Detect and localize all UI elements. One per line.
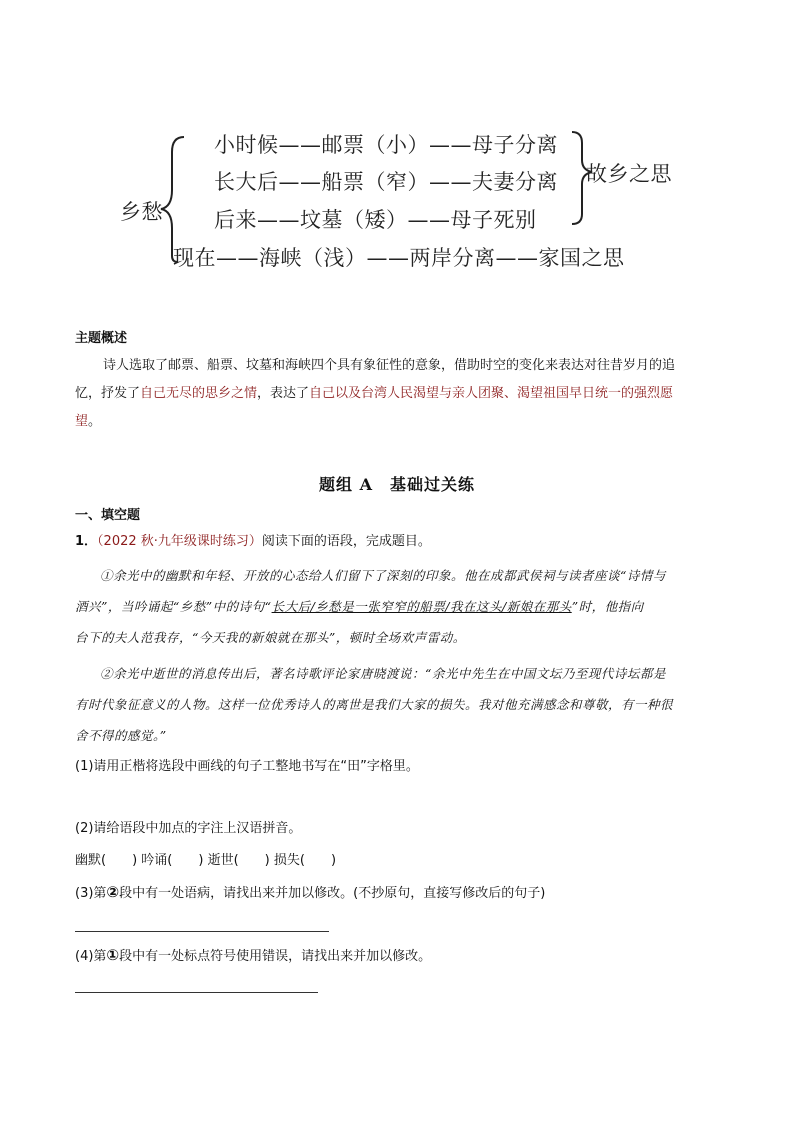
summary-text: ，表达了 (257, 386, 310, 401)
row-result: 家国之思 (538, 246, 625, 270)
underlined-sentence: 长大后/乡愁是一张窄窄的船票/我在这头/新娘在那头 (271, 599, 572, 614)
sub-question-1: (1)请用正楷将选段中画线的句子工整地书写在“田”字格里。 (75, 759, 419, 774)
summary-text: 。 (88, 414, 102, 429)
part-title: 一、填空题 (75, 508, 141, 523)
sub-text: (3)第 (75, 886, 107, 901)
section-title: 题组 A 基础过关练 (319, 475, 475, 494)
circled-number: ② (106, 883, 120, 901)
summary-highlight: 自己以及台湾人民渴望与亲人团聚、渴望祖国早日统一的强烈愿 (309, 386, 674, 401)
passage-text: ”时，他指向 (571, 599, 644, 614)
summary-highlight: 望 (75, 414, 89, 429)
row-time: 后来 (214, 208, 257, 232)
pinyin-item[interactable]: 幽默( ) (75, 853, 138, 868)
dash: —— (407, 208, 451, 232)
dash: —— (278, 133, 322, 157)
question-prompt: 阅读下面的语段，完成题目。 (261, 534, 431, 549)
passage-p1-line-2 (75, 591, 644, 622)
row-theme: 母子分离 (472, 133, 558, 157)
row-theme: 夫妻分离 (472, 170, 558, 194)
diagram-root: 乡愁 (120, 200, 163, 224)
diagram-row-adult (214, 166, 558, 196)
passage-p2-line-2: 有时代象征意义的人物。这样一位优秀诗人的离世是我们大家的损失。我对他充满感念和尊敬，有一种很 (75, 697, 674, 712)
summary-highlight: 自己无尽的思乡之情 (140, 386, 258, 401)
answer-line-3[interactable] (75, 931, 329, 932)
summary-line-3 (75, 409, 101, 435)
row-symbol: 邮票（小） (321, 133, 429, 157)
passage-text: 酒兴”，当吟诵起“乡愁”中的诗句“ (75, 599, 272, 614)
row-symbol: 海峡（浅） (259, 246, 367, 270)
pinyin-item[interactable]: 吟诵( ) (141, 853, 204, 868)
dash: —— (366, 246, 410, 270)
passage-p2-line-1: ②余光中逝世的消息传出后，著名诗歌评论家唐晓渡说：“余光中先生在中国文坛乃至现代诗坛都是 (100, 666, 666, 681)
circled-number: ① (106, 946, 120, 964)
question-number: 1． (75, 534, 98, 549)
row-symbol: 船票（窄） (321, 170, 429, 194)
dash: —— (278, 170, 322, 194)
pinyin-item[interactable]: 损失( ) (273, 853, 337, 868)
question-header (75, 532, 431, 552)
sub-question-4 (75, 942, 431, 970)
diagram-group-result: 故乡之思 (586, 162, 672, 186)
question-source: （2022 秋·九年级课时练习） (97, 534, 262, 549)
diagram-row-childhood (214, 129, 558, 159)
dash: —— (257, 208, 300, 232)
row-symbol: 坟墓（矮） (300, 208, 408, 232)
row-theme: 两岸分离 (409, 246, 496, 270)
sub-question-2: (2)请给语段中加点的字注上汉语拼音。 (75, 821, 302, 836)
pinyin-row (75, 848, 336, 874)
dash: —— (495, 246, 539, 270)
row-time: 长大后 (214, 170, 279, 194)
passage-p2-line-3: 舍不得的感觉。” (75, 728, 167, 743)
summary-title: 主题概述 (75, 331, 128, 346)
passage-p1-line-1: ①余光中的幽默和年轻、开放的心态给人们留下了深刻的印象。他在成都武侯祠与读者座谈“诗情与 (100, 568, 666, 583)
row-time: 现在 (173, 246, 216, 270)
summary-text: 忆，抒发了 (75, 386, 141, 401)
answer-line-4[interactable] (75, 992, 318, 993)
diagram-row-now (173, 242, 625, 272)
sub-text: 段中有一处标点符号使用错误，请找出来并加以修改。 (119, 949, 432, 964)
sub-question-3 (75, 879, 545, 907)
row-time: 小时候 (214, 133, 279, 157)
dash: —— (216, 246, 259, 270)
pinyin-item[interactable]: 逝世( ) (207, 853, 270, 868)
diagram-row-later (214, 204, 537, 234)
sub-text: 段中有一处语病，请找出来并加以修改。(不抄原句，直接写修改后的句子) (119, 886, 546, 901)
summary-line-2 (75, 381, 673, 407)
dash: —— (429, 133, 472, 157)
sub-text: (4)第 (75, 949, 107, 964)
summary-line-1: 诗人选取了邮票、船票、坟墓和海峡四个具有象征性的意象，借助时空的变化来表达对往昔岁月的追 (103, 358, 676, 373)
row-theme: 母子死别 (450, 208, 537, 232)
passage-p1-line-3: 台下的夫人范我存，“今天我的新娘就在那头”，顿时全场欢声雷动。 (75, 630, 466, 645)
dash: —— (429, 170, 472, 194)
